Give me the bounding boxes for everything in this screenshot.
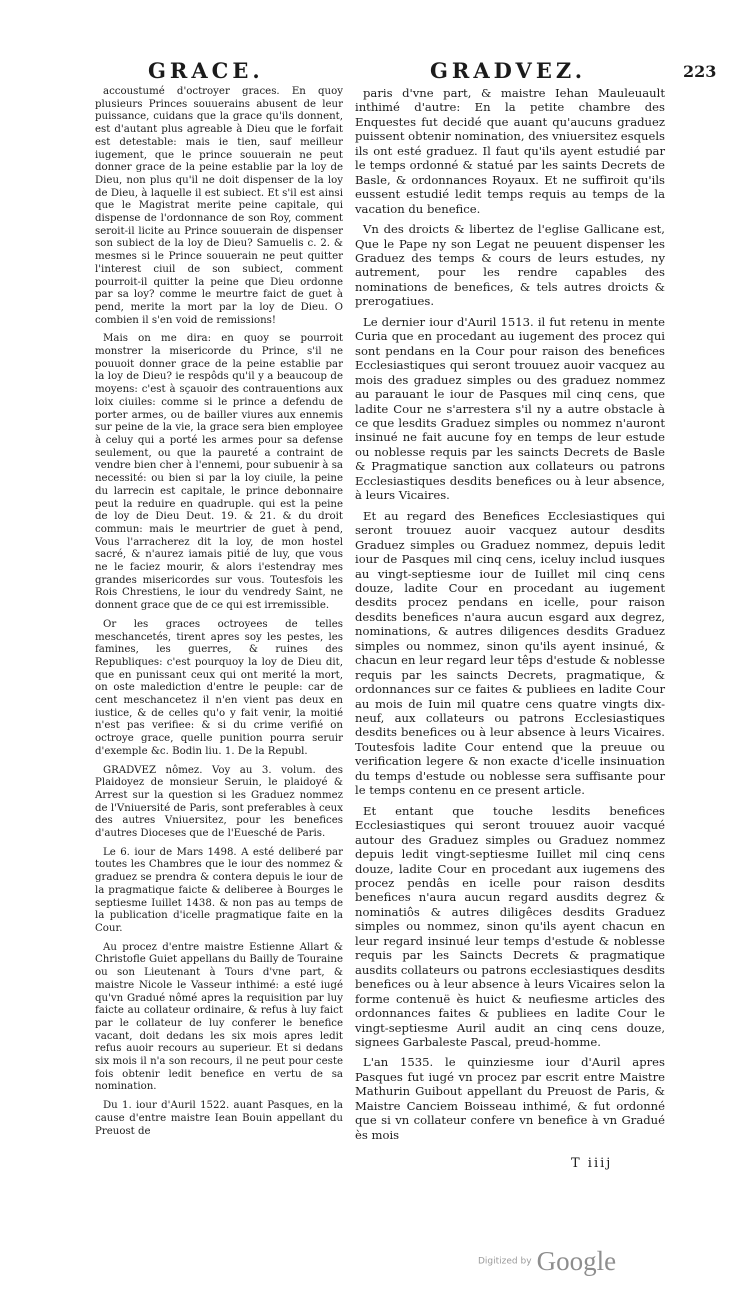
running-head-right: GRADVEZ. xyxy=(430,58,587,83)
paragraph: Le dernier iour d'Auril 1513. il fut retenu in mente Curia que en procedant au iugement des procez qui sont pendans en la Cour pour raison des benefices Ecclesiastiques qui seront trouuez auoir vacquez au mois des graduez simples ou des graduez nommez au parauant le iour de Pasques mil cinq cens, que ladite Cour ne s'arrestera s'il ny a autre obstacle à ce que lesdits Graduez simples ou nommez n'auront insinué ne fait aucune foy en temps de leur estude ou noblesse requis par les saincts Decrets de Basle & Pragmatique sanction aux collateurs ou patrons Ecclesiastiques desdits benefices ou à leur absence, à leurs Vicaires. xyxy=(355,314,665,503)
digitized-watermark xyxy=(478,1246,616,1277)
right-column xyxy=(355,86,665,1148)
google-logo: Google xyxy=(536,1246,617,1276)
paragraph: Et entant que touche lesdits benefices Ecclesiastiques qui seront trouuez auoir vacqué autour des Graduez simples ou Graduez nommez depuis ledit vingt-septiesme Iuillet mil cinq cens douze, ladite Cour en procedant aux iugemens des procez pendâs en icelle pour raison desdits benefices n'aura aucun regard ausdits degrez & nominatiôs & autres diligêces desdits Graduez simples ou nommez, sinon qu'ils ayent chacun en leur regard insinué leur temps d'estude & noblesse requis par les Saincts Decrets & pragmatique ausdits collateurs ou patrons ecclesiastiques desdits benefices ou à leur absence à leurs Vicaires selon la forme contenuë ès huict & neufiesme articles des ordonnances faites & publiees en ladite Cour le vingt-septiesme Auril audit an cinq cens douze, signees Garbaleste Pascal, preud-homme. xyxy=(355,803,665,1049)
paragraph: L'an 1535. le quinziesme iour d'Auril apres Pasques fut iugé vn procez par escrit entre Maistre Mathurin Guibout appellant du Preuost de Paris, & Maistre Canciem Boisseau inthimé, & fut ordonné que si vn collateur confere vn benefice à vn Gradué ès mois xyxy=(355,1055,665,1142)
paragraph: Et au regard des Benefices Ecclesiastiques qui seront trouuez auoir vacquez autour desdits Graduez simples ou Graduez nommez, depuis ledit iour de Pasques mil cinq cens, iceluy includ iusques au vingt-septiesme iour de Iuillet mil cinq cens douze, ladite Cour en procedant au iugement desdits procez pendans en icelle, pour raison desdits benefices n'aura aucun esgard aux degrez, nominations, & autres diligences desdits Graduez simples ou nommez, sinon qu'ils ayent insinué, & chacun en leur regard leur têps d'estude & noblesse requis par les saincts Decrets, pragmatique, & ordonnances sur ce faites & publiees en ladite Cour au mois de Iuin mil quatre cens quatre vingts dix-neuf, aux collateurs ou patrons Ecclesiastiques desdits benefices ou à leur absence à leurs Vicaires. Toutesfois ladite Cour entend que la preuue ou verification legere & non exacte d'icelle insinuation du temps d'estude ou noblesse sera suffisante pour le temps contenu en ce present article. xyxy=(355,508,665,798)
paragraph: Mais on me dira: en quoy se pourroit monstrer la misericorde du Prince, s'il ne pouuoit donner grace de la peine establie par la loy de Dieu? ie respôds qu'il y a beaucoup de moyens: c'est à sçauoir des contrauentions aux loix ciuiles: comme si le prince a defendu de porter armes, ou de bailler viures aux ennemis sur peine de la vie, la grace sera bien employee à celuy qui a porté les armes pour sa defense seulement, ou que la paureté a contraint de vendre bien cher à l'ennemi, pour subuenir à sa necessité: ou bien si par la loy ciuile, la peine du larrecin est capitale, le prince debonnaire peut la reduire en quadruple. qui est la peine de loy de Dieu Deut. 19. & 21. & du droit commun: mais le meurtrier de guet à pend, Vous l'arracherez dit la loy, de mon hostel sacré, & n'aurez iamais pitié de luy, que vous ne le faciez mourir, & alors i'estendray mes grandes misericordes sur vous. Toutesfois les Rois Chrestiens, le iour du vendredy Saint, ne donnent grace que de ce qui est irremissible. xyxy=(95,333,343,612)
left-column xyxy=(95,86,343,1144)
paragraph: Or les graces octroyees de telles meschancetés, tirent apres soy les pestes, les famines, les guerres, & ruines des Republiques: c'est pourquoy la loy de Dieu dit, que en punissant ceux qui ont merité la mort, on oste malediction d'entre le peuple: car de cent meschancetez il n'en vient pas deux en iustice, & de celles qu'o y fait venir, la moitié n'est pas verifiee: & si du crime verifié on octroye grace, quelle punition pourra seruir d'exemple &c. Bodin liu. 1. De la Republ. xyxy=(95,618,343,757)
paragraph: Le 6. iour de Mars 1498. A esté deliberé par toutes les Chambres que le iour des nommez & graduez se prendra & contera depuis le iour de la pragmatique faicte & deliberee à Bourges le septiesme Iuillet 1438. & non pas au temps de la publication d'icelle pragmatique faite en la Cour. xyxy=(95,846,343,934)
paragraph: GRADVEZ nômez. Voy au 3. volum. des Plaidoyez de monsieur Seruin, le plaidoyé & Arrest sur la question si les Graduez nommez de l'Vniuersité de Paris, sont preferables à ceux des autres Vniuersitez, pour les benefices d'autres Dioceses que de l'Euesché de Paris. xyxy=(95,764,343,840)
paragraph: accoustumé d'octroyer graces. En quoy plusieurs Princes souuerains abusent de leur puissance, cuidans que la grace qu'ils donnent, est d'autant plus agreable à Dieu que le forfait est detestable: mais ie tien, sauf meilleur iugement, que le prince souuerain ne peut donner grace de la peine establie par la loy de Dieu, non plus qu'il ne doit dispenser de la loy de Dieu, à laquelle il est subiect. Et s'il est ainsi que le Magistrat merite peine capitale, qui dispense de l'ordonnance de son Roy, comment seroit-il licite au Prince souuerain de dispenser son subiect de la loy de Dieu? Samuelis c. 2. & mesmes si le Prince souuerain ne peut quitter l'interest ciuil de son subiect, comment pourroit-il quitter la peine que Dieu ordonne par sa loy? comme le meurtre faict de guet à pend, merite la mort par la loy de Dieu. O combien il s'en void de remissions! xyxy=(95,86,343,326)
paragraph: Au procez d'entre maistre Estienne Allart & Christofle Guiet appellans du Bailly de Touraine ou son Lieutenant à Tours d'vne part, & maistre Nicole le Vasseur inthimé: a esté iugé qu'vn Gradué nômé apres la requisition par luy faicte au collateur ordinaire, & refus à luy faict par le collateur de luy conferer le benefice vacant, doit dedans les six mois apres ledit refus auoir recours au superieur. Et si dedans six mois il n'a son recours, il ne peut pour ceste fois obtenir ledit benefice en vertu de sa nomination. xyxy=(95,941,344,1093)
page-number: 223 xyxy=(683,62,717,81)
paragraph: Du 1. iour d'Auril 1522. auant Pasques, en la cause d'entre maistre Iean Bouin appellant du Preuost de xyxy=(95,1100,343,1137)
signature-mark: T iiij xyxy=(571,1156,613,1171)
paragraph: paris d'vne part, & maistre Iehan Mauleuault inthimé d'autre: En la petite chambre des Enquestes fut decidé que auant qu'aucuns graduez puissent obtenir nomination, des vniuersitez esquels ils ont esté graduez. Il faut qu'ils ayent estudié par le temps ordonné & statué par les saints Decrets de Basle, & ordonnances Royaux. Et ne suffiroit qu'ils eussent estudié ledit temps requis au temps de la vacation du benefice. xyxy=(355,86,665,216)
digitized-by-label: Digitized by xyxy=(478,1256,532,1267)
running-head-left: GRACE. xyxy=(148,58,264,83)
paragraph: Vn des droicts & libertez de l'eglise Gallicane est, Que le Pape ny son Legat ne peuuent dispenser les Graduez des temps & cours de leurs estudes, ny autrement, pour les rendre capables des nominations de benefices, & tels autres droicts & prerogatiues. xyxy=(355,222,665,309)
